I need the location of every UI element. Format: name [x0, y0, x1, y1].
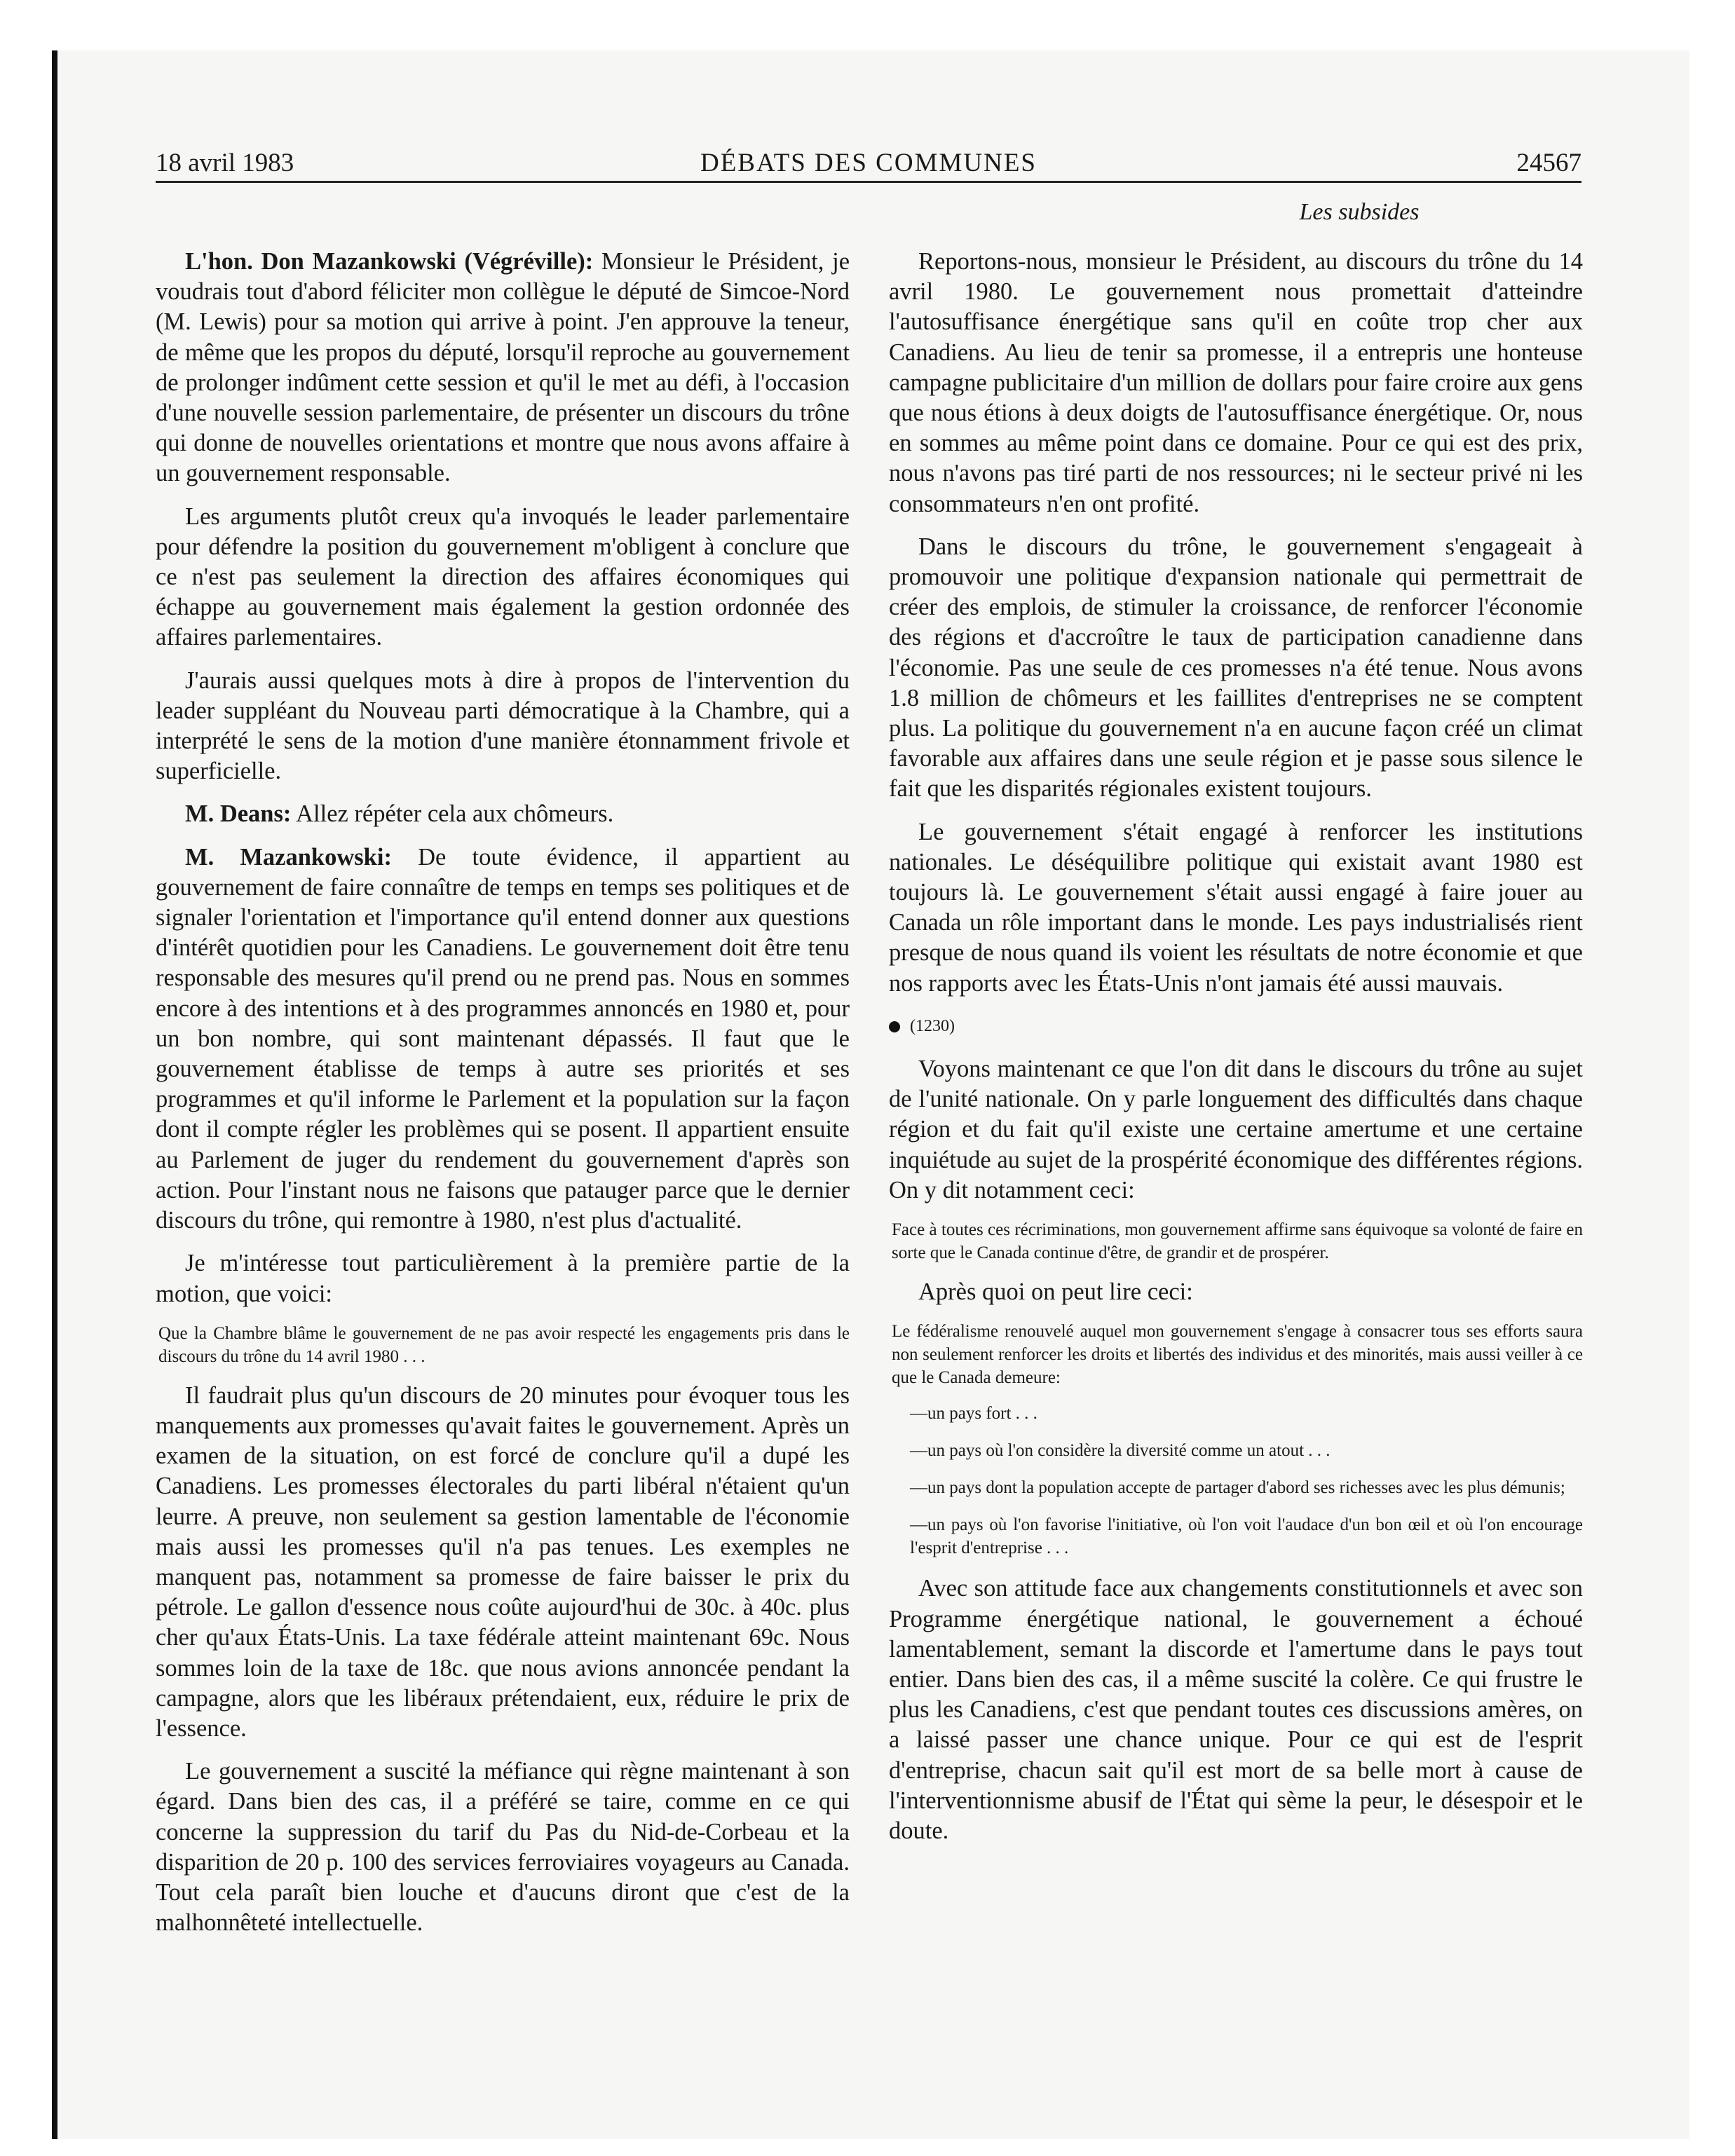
- speech-text: Allez répéter cela aux chômeurs.: [296, 800, 614, 828]
- paragraph: Le gouvernement s'était engagé à renforcer les institutions nationales. Le déséquilibre politique qui existait avant 1980 est toujours là. Le gouvernement s'était aussi engagé à faire jouer au Canada un rôle important dans le monde. Les pays industrialisés rient presque de nous quand ils voient les résultats de notre économie et que nos rapports avec les États-Unis n'ont jamais été aussi mauvais.: [889, 818, 1583, 997]
- header-publication: DÉBATS DES COMMUNES: [700, 149, 1037, 177]
- speech-text: De toute évidence, il appartient au gouvernement de faire connaître de temps en temps ses politiques et de signaler l'orientation et l'importance qu'il entend donner aux questions d'intérêt quotidien pour les Canadiens. Le gouvernement doit être tenu responsable des mesures qu'il prend ou ne prend pas. Nous en sommes encore à des intentions et à des programmes annoncés en 1980 et, pour un bon nombre, qui sont maintenant dépassés. Il faut que le gouvernement établisse de temps à autre ses priorités et ses programmes et qu'il informe le Parlement et la population sur la façon dont il compte régler les problèmes qui se posent. Il appartient ensuite au Parlement de juger du rendement du gouvernement d'après son action. Pour l'instant nous ne faisons que patauger parce que le dernier discours du trône, qui remontre à 1980, n'est plus d'actualité.: [156, 843, 850, 1234]
- list-item: —un pays fort . . .: [910, 1404, 1037, 1424]
- time-marker: [889, 1011, 1583, 1042]
- block-quote: Face à toutes ces récriminations, mon gouvernement affirme sans équivoque sa volonté de faire en sorte que le Canada continue d'être, de grandir et de prospérer.: [892, 1220, 1583, 1263]
- document-page: [156, 149, 1583, 1937]
- paragraph: Avec son attitude face aux changements constitutionnels et avec son Programme énergétique national, le gouvernement a échoué lamentablement, semant la discorde et l'amertume dans le pays tout entier. Dans bien des cas, il a même suscité la colère. Ce qui frustre le plus les Canadiens, c'est que pendant toutes ces discussions amères, on a laissé passer une chance unique. Pour ce qui est de l'esprit d'entreprise, chacun sait qu'il est mort de sa belle mort à cause de l'interventionnisme abusif de l'État qui sème la peur, le désespoir et le doute.: [889, 1575, 1583, 1844]
- paragraph: J'aurais aussi quelques mots à dire à propos de l'intervention du leader suppléant du Nouveau parti démocratique à la Chambre, qui a interprété le sens de la motion d'une manière étonnamment frivole et superficielle.: [156, 667, 850, 785]
- paragraph: Reportons-nous, monsieur le Président, au discours du trône du 14 avril 1980. Le gouvernement nous promettait d'atteindre l'autosuffisance énergétique sans qu'il en coûte trop cher aux Canadiens. Au lieu de tenir sa promesse, il a entrepris une honteuse campagne publicitaire d'un million de dollars pour faire croire aux gens que nous étions à deux doigts de l'autosuffisance énergétique. Or, nous en sommes au même point dans ce domaine. Pour ce qui est des prix, nous n'avons pas tiré parti de nos ressources; ni le secteur privé ni les consommateurs n'en ont profité.: [889, 248, 1583, 517]
- paragraph: Je m'intéresse tout particulièrement à la première partie de la motion, que voici:: [156, 1250, 850, 1307]
- running-head: [156, 149, 1581, 183]
- block-quote: Le fédéralisme renouvelé auquel mon gouvernement s'engage à consacrer tous ses efforts saura non seulement renforcer les droits et libertés des individus et des minorités, mais aussi veiller à ce que le Canada demeure:: [892, 1322, 1583, 1388]
- right-column: [889, 247, 1583, 1859]
- list-item: —un pays où l'on considère la diversité comme un atout . . .: [910, 1441, 1331, 1461]
- paragraph: Après quoi on peut lire ceci:: [918, 1278, 1193, 1306]
- paragraph: Il faudrait plus qu'un discours de 20 minutes pour évoquer tous les manquements aux promesses qu'avait faites le gouvernement. Après un examen de la situation, on est forcé de conclure qu'il a dupé les Canadiens. Les promesses électorales du parti libéral n'étaient qu'un leurre. A preuve, non seulement sa gestion lamentable de l'économie mais aussi les promesses qu'il n'a pas tenues. Les exemples ne manquent pas, notamment sa promesse de faire baisser le prix du pétrole. Le gallon d'essence nous coûte aujourd'hui de 30c. à 40c. plus cher qu'aux États-Unis. La taxe fédérale atteint maintenant 69c. Nous sommes loin de la taxe de 18c. que nous avions annoncée pendant la campagne, alors que les libéraux prétendaient, eux, réduire le prix de l'essence.: [156, 1381, 850, 1742]
- speech-text: Monsieur le Président, je voudrais tout d'abord féliciter mon collègue le député de Simcoe-Nord (M. Lewis) pour sa motion qui arrive à point. J'en approuve la teneur, de même que les propos du député, lorsqu'il reproche au gouvernement de prolonger indûment cette session et qu'il le met au défi, à l'occasion d'une nouvelle session parlementaire, de présenter un discours du trône qui donne de nouvelles orientations et montre que nous avons affaire à un gouvernement responsable.: [156, 248, 850, 487]
- time-marker-text: (1230): [910, 1016, 955, 1035]
- paragraph: Voyons maintenant ce que l'on dit dans le discours du trône au sujet de l'unité nationale. On y parle longuement des difficultés dans chaque région et du fait qu'il existe une certaine amertume et une certaine inquiétude au sujet de la prospérité économique des différentes régions. On y dit notamment ceci:: [889, 1056, 1583, 1203]
- paragraph: [156, 247, 850, 489]
- list-item: —un pays dont la population accepte de partager d'abord ses richesses avec les plus démunis;: [910, 1478, 1565, 1498]
- speaker-name: L'hon. Don Mazankowski (Végréville):: [185, 248, 594, 275]
- bullet-icon: [889, 1021, 900, 1032]
- speaker-name: M. Deans:: [185, 800, 292, 828]
- block-quote: Que la Chambre blâme le gouvernement de ne pas avoir respecté les engagements pris dans le discours du trône du 14 avril 1980 . . .: [158, 1323, 850, 1366]
- list-item: —un pays où l'on favorise l'initiative, où l'on voit l'audace d'un bon œil et où l'on encourage l'esprit d'entreprise . . .: [910, 1515, 1583, 1558]
- paragraph: [156, 799, 850, 829]
- section-title: Les subsides: [1299, 199, 1420, 225]
- paragraph: [156, 842, 850, 1236]
- paragraph: Les arguments plutôt creux qu'a invoqués le leader parlementaire pour défendre la position du gouvernement m'obligent à conclure que ce n'est pas seulement la direction des affaires économiques qui échappe au gouvernement mais également la gestion ordonnée des affaires parlementaires.: [156, 503, 850, 651]
- paragraph: Le gouvernement a suscité la méfiance qui règne maintenant à son égard. Dans bien des cas, il a préféré se taire, comme en ce qui concerne la suppression du tarif du Pas du Nid-de-Corbeau et la disparition de 20 p. 100 des services ferroviaires voyageurs au Canada. Tout cela paraît bien louche et d'aucuns diront que c'est de la malhonnêteté intellectuelle.: [156, 1758, 850, 1937]
- speaker-name: M. Mazankowski:: [185, 843, 392, 871]
- left-column: [156, 247, 850, 1951]
- header-date: 18 avril 1983: [156, 149, 294, 177]
- header-page-number: 24567: [1516, 149, 1581, 177]
- paragraph: Dans le discours du trône, le gouvernement s'engageait à promouvoir une politique d'expansion nationale qui permettrait de créer des emplois, de stimuler la croissance, de renforcer l'économie des régions et d'accroître le taux de participation canadienne dans l'économie. Pas une seule de ces promesses n'a été tenue. Nous avons 1.8 million de chômeurs et les faillites d'entreprises ne se comptent plus. La politique du gouvernement n'a en aucune façon créé un climat favorable aux affaires dans une seule région et je passe sous silence le fait que les disparités régionales existent toujours.: [889, 533, 1583, 803]
